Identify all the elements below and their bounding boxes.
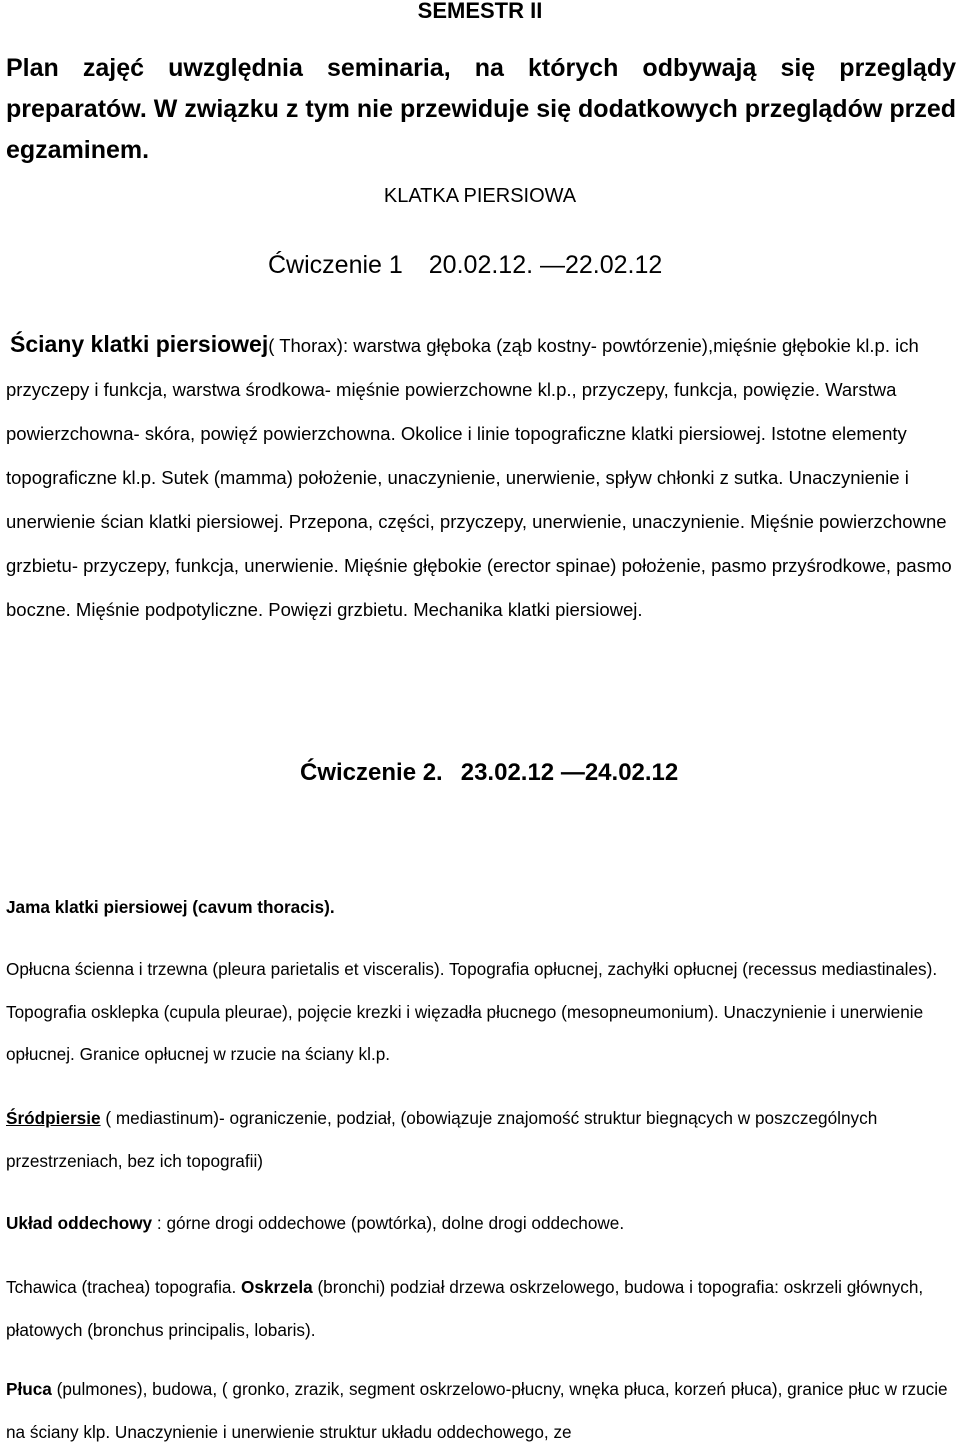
lungs-paragraph <box>6 1368 958 1453</box>
trachea-bronchi-paragraph <box>6 1266 958 1351</box>
bronchi-term: Oskrzela <box>241 1277 313 1297</box>
pleura-paragraph: Opłucna ścienna i trzewna (pleura parietalis et visceralis). Topografia opłucnej, zachyłki opłucnej (recessus mediastinales). Topografia osklepka (cupula pleurae), pojęcie krezki i więzadła płucnego (mesopneumonium). Unaczynienie i unerwienie opłucnej. Granice opłucnej w rzucie na ściany kl.p. <box>6 959 938 1064</box>
exercise-2-dates: 23.02.12 —24.02.12 <box>460 759 679 786</box>
exercise-2-header <box>300 757 678 789</box>
cavity-heading: Jama klatki piersiowej (cavum thoracis). <box>6 897 335 917</box>
lungs-term: Płuca <box>6 1379 52 1399</box>
exercise-1-topic: Ściany klatki piersiowej <box>10 331 269 357</box>
exercise-1-header <box>268 249 662 281</box>
respiratory-text: : górne drogi oddechowe (powtórka), dolne drogi oddechowe. <box>152 1213 625 1233</box>
exercise-1-paragraph <box>6 322 956 632</box>
respiratory-term: Układ oddechowy <box>6 1213 153 1233</box>
section-heading: KLATKA PIERSIOWA <box>383 185 577 207</box>
trachea-text: Tchawica (trachea) topografia. <box>6 1277 242 1297</box>
bronchi-text: (bronchi) podział drzewa oskrzelowego, budowa i topografia: oskrzeli głównych, płatowych (bronchus principalis, lobaris). <box>6 1277 924 1340</box>
semester-title: SEMESTR II <box>417 0 543 23</box>
exercise-2-label: Ćwiczenie 2. <box>300 759 443 786</box>
mediastinum-paragraph <box>6 1097 958 1182</box>
lungs-text: (pulmones), budowa, ( gronko, zrazik, segment oskrzelowo-płucny, wnęka płuca, korzeń płuca), granice płuc w rzucie na ściany klp. Unaczynienie i unerwienie struktur układu oddechowego, ze <box>6 1379 948 1442</box>
exercise-1-label: Ćwiczenie 1 <box>268 251 403 279</box>
exercise-1-dates: 20.02.12. —22.02.12 <box>428 251 663 279</box>
respiratory-paragraph <box>6 1202 958 1245</box>
mediastinum-term: Śródpiersie <box>6 1108 101 1128</box>
intro-paragraph: Plan zajęć uwzględnia seminaria, na których odbywają się przeglądy preparatów. W związku z tym nie przewiduje się dodatkowych przeglądów przed egzaminem. <box>6 54 956 164</box>
exercise-1-body: ( Thorax): warstwa głęboka (ząb kostny- powtórzenie),mięśnie głębokie kl.p. ich przyczepy i funkcja, warstwa środkowa- mięśnie powierzchowne kl.p., przyczepy, funkcja, powięzie. Warstwa powierzchowna- skóra, powięź powierzchowna. Okolice i linie topograficzne klatki piersiowej. Istotne elementy topograficzne kl.p. Sutek (mamma) położenie, unaczynienie, unerwienie, spływ chłonki z sutka. Unaczynienie i unerwienie ścian klatki piersiowej. Przepona, części, przyczepy, unerwienie, unaczynienie. Mięśnie powierzchowne grzbietu- przyczepy, funkcja, unerwienie. Mięśnie głębokie (erector spinae) położenie, pasmo przyśrodkowe, pasmo boczne. Mięśnie podpotyliczne. Powięzi grzbietu. Mechanika klatki piersiowej. <box>6 335 952 620</box>
mediastinum-text: ( mediastinum)- ograniczenie, podział, (obowiązuje znajomość struktur biegnących w poszczególnych przestrzeniach, bez ich topografii) <box>6 1108 878 1171</box>
